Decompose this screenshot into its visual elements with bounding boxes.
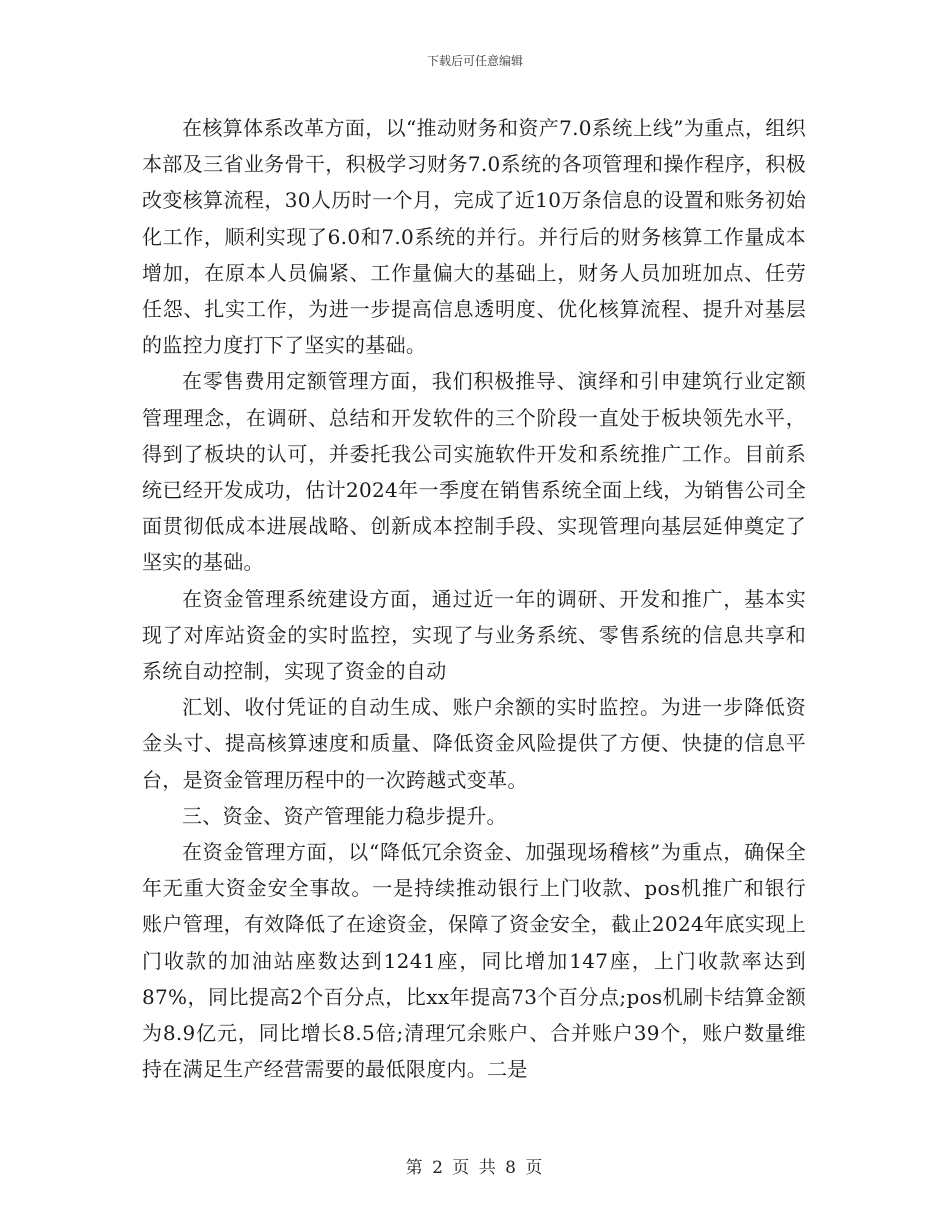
paragraph-fund-management: 在资金管理方面，以“降低冗余资金、加强现场稽核”为重点，确保全年无重大资金安全事故。一是持续推动银行上门收款、pos机推广和银行账户管理，有效降低了在途资金，保障了资金安全，截止2024年底实现上门收款的加油站座数达到1241座，同比增加147座，上门收款率达到87%，同比提高2个百分点，比xx年提高73个百分点;pos机刷卡结算金额为8.9亿元，同比增长8.5倍;清理冗余账户、合并账户39个，账户数量维持在满足生产经营需要的最低限度内。二是	[142, 840, 806, 1082]
paragraph-fund-system: 在资金管理系统建设方面，通过近一年的调研、开发和推广，基本实现了对库站资金的实时监控，实现了与业务系统、零售系统的信息共享和系统自动控制，实现了资金的自动	[142, 586, 806, 684]
paragraph-fund-system-continued: 汇划、收付凭证的自动生成、账户余额的实时监控。为进一步降低资金头寸、提高核算速度和质量、降低资金风险提供了方便、快捷的信息平台，是资金管理历程中的一次跨越式变革。	[142, 695, 806, 792]
page-number-footer: 第 2 页 共 8 页	[405, 1158, 545, 1178]
section-heading-3: 三、资金、资产管理能力稳步提升。	[182, 803, 507, 828]
page-header: 下载后可任意编辑	[426, 54, 523, 68]
paragraph-accounting-reform: 在核算体系改革方面，以“推动财务和资产7.0系统上线”为重点，组织本部及三省业务骨干，积极学习财务7.0系统的各项管理和操作程序，积极改变核算流程，30人历时一个月，完成了近10万条信息的设置和账务初始化工作，顺利实现了6.0和7.0系统的并行。并行后的财务核算工作量成本增加，在原本人员偏紧、工作量偏大的基础上，财务人员加班加点、任劳任怨、扎实工作，为进一步提高信息透明度、优化核算流程、提升对基层的监控力度打下了坚实的基础。	[142, 116, 806, 358]
document-body	[142, 110, 806, 1087]
paragraph-retail-quota: 在零售费用定额管理方面，我们积极推导、演绎和引申建筑行业定额管理理念，在调研、总结和开发软件的三个阶段一直处于板块领先水平，得到了板块的认可，并委托我公司实施软件开发和系统推广工作。目前系统已经开发成功，估计2024年一季度在销售系统全面上线，为销售公司全面贯彻低成本进展战略、创新成本控制手段、实现管理向基层延伸奠定了坚实的基础。	[142, 369, 806, 575]
